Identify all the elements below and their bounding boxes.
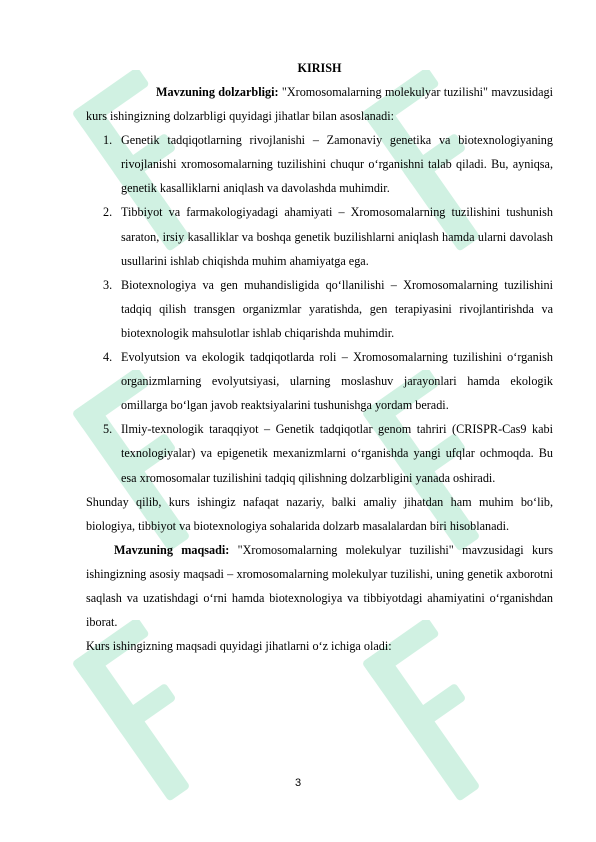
- goal-paragraph: [86, 538, 553, 634]
- list-item-number: 3.: [103, 277, 113, 292]
- list-item: [86, 128, 553, 200]
- list-item: [86, 417, 553, 489]
- list-item: [86, 200, 553, 272]
- relevance-list: [86, 128, 553, 489]
- list-item-text: Genetik tadqiqotlarning rivojlanishi – Zamonaviy genetika va biotexnologiyaning rivojlanishi xromosomalarning tuzilishini chuqur o‘rganishni talab qiladi. Bu, ayniqsa, genetik kasalliklarni aniqlash va davolashda muhimdir.: [121, 133, 553, 196]
- list-item-number: 4.: [103, 350, 113, 365]
- list-item-text: Tibbiyot va farmakologiyadagi ahamiyati – Xromosomalarning tuzilishini tushunish saraton, irsiy kasalliklar va boshqa genetik buzilishlarni aniqlash hamda ularni davolash usullarini ishlab chiqishda muhim ahamiyatga ega.: [121, 205, 553, 268]
- closing-paragraph: Kurs ishingizning maqsadi quyidagi jihatlarni o‘z ichiga oladi:: [86, 639, 392, 654]
- list-item: [86, 273, 553, 345]
- relevance-paragraph: [86, 80, 553, 128]
- goal-label: Mavzuning maqsadi:: [114, 542, 230, 557]
- list-item-text: Evolyutsion va ekologik tadqiqotlarda roli – Xromosomalarning tuzilishini o‘rganish organizmlarning evolyutsiyasi, ularning moslashuv jarayonlari hamda ekologik omillarga bo‘lgan javob reaktsiyalarini tushunishga yordam beradi.: [121, 350, 553, 413]
- list-item-text: Ilmiy-texnologik taraqqiyot – Genetik tadqiqotlar genom tahriri (CRISPR-Cas9 kabi texnologiyalar) va epigenetik mexanizmlarni o‘rganishda yangi ufqlar ochmoqda. Bu esa xromosomalar tuzilishini tadqiq qilishning dolzarbligini yanada oshiradi.: [121, 422, 553, 485]
- goal-text: "Xromosomalarning molekulyar tuzilishi" mavzusidagi kurs ishingizning asosiy maqsadi – xromosomalarning molekulyar tuzilishi, uning genetik axborotni saqlash va uzatishdagi o‘rni hamda biotexnologiya va tibbiyotdagi ahamiyatini o‘rganishdan iborat.: [86, 542, 554, 630]
- list-item-number: 5.: [103, 422, 113, 437]
- list-item-number: 1.: [103, 133, 113, 148]
- list-item-number: 2.: [103, 205, 113, 220]
- summary-paragraph: Shunday qilib, kurs ishingiz nafaqat nazariy, balki amaliy jihatdan ham muhim bo‘lib, biologiya, tibbiyot va biotexnologiya sohalarida dolzarb masalalardan biri hisoblanadi.: [86, 494, 553, 533]
- relevance-label: Mavzuning dolzarbligi:: [156, 85, 279, 99]
- list-item-text: Biotexnologiya va gen muhandisligida qo‘llanilishi – Xromosomalarning tuzilishini tadqiq qilish transgen organizmlar yaratishda, gen terapiyasini rivojlantirishda va biotexnologik mahsulotlar ishlab chiqarishda muhimdir.: [121, 277, 553, 340]
- page-title: KIRISH: [297, 61, 342, 75]
- page-number: 3: [294, 777, 302, 789]
- relevance-text: "Xromosomalarning molekulyar tuzilishi" mavzusidagi kurs ishingizning dolzarbligi quyidagi jihatlar bilan asoslanadi:: [86, 85, 553, 124]
- document-page: [86, 56, 553, 658]
- list-item: [86, 345, 553, 417]
